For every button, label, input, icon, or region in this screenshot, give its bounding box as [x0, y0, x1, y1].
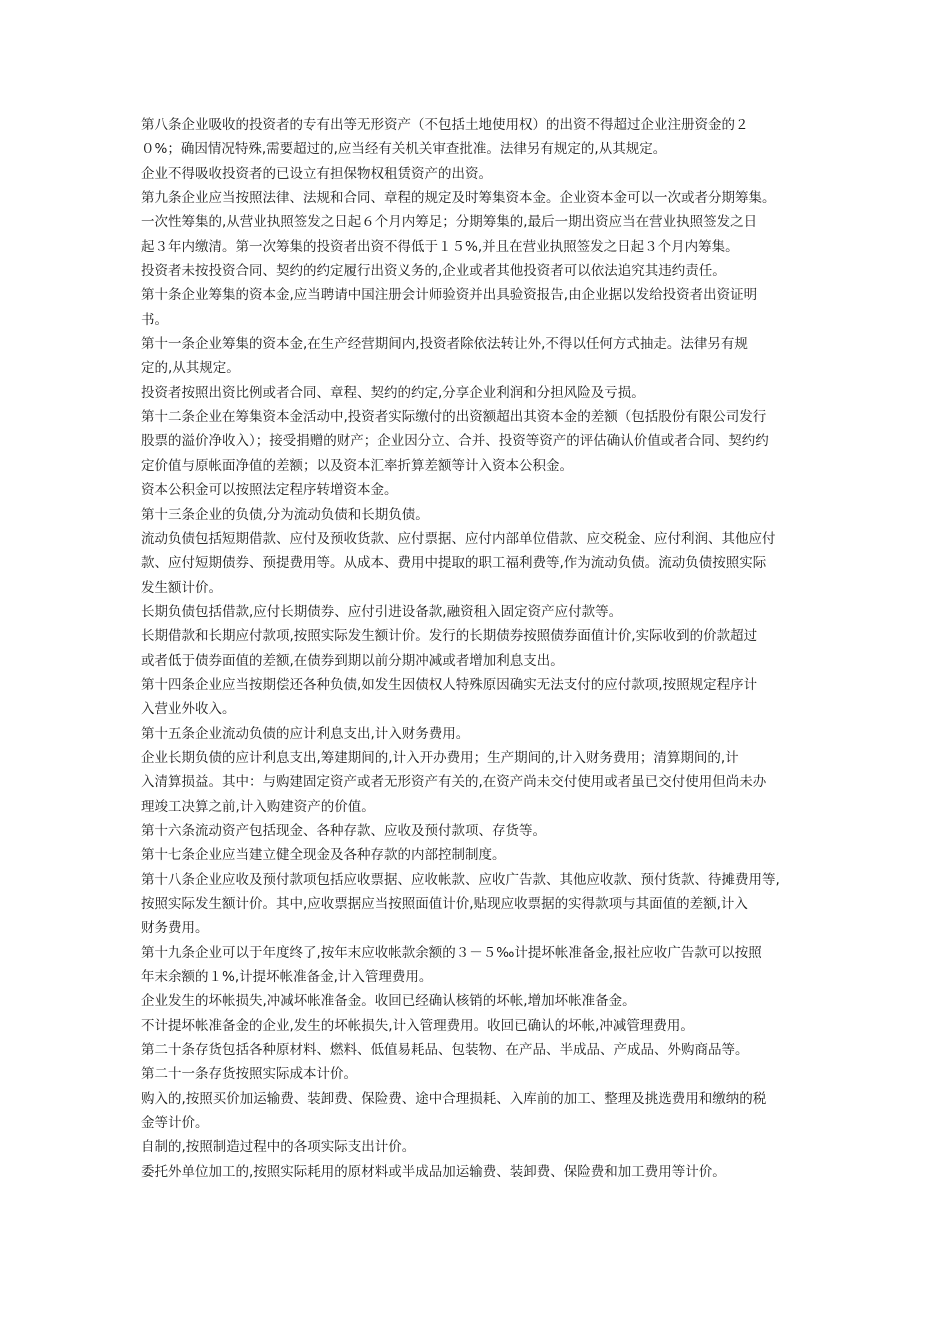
text-line: 财务费用。: [141, 920, 209, 937]
text-line: 第十七条企业应当建立健全现金及各种存款的内部控制制度。: [141, 847, 506, 864]
text-line: 或者低于债券面值的差额,在债券到期以前分期冲减或者增加利息支出。: [141, 652, 564, 669]
text-line: 委托外单位加工的,按照实际耗用的原材料或半成品加运输费、装卸费、保险费和加工费用等计价。: [141, 1163, 726, 1180]
text-line: 按照实际发生额计价。其中,应收票据应当按照面值计价,贴现应收票据的实得款项与其面值的差额,计入: [141, 896, 748, 912]
text-line: 入清算损益。其中：与购建固定资产或者无形资产有关的,在资产尚未交付使用或者虽已交付使用但尚未办: [141, 774, 767, 791]
text-line: 书。: [141, 311, 168, 328]
text-line: 第九条企业应当按照法律、法规和合同、章程的规定及时筹集资本金。企业资本金可以一次或者分期筹集。: [141, 190, 776, 207]
text-line: 金等计价。: [141, 1115, 209, 1132]
text-line: 购入的,按照买价加运输费、装卸费、保险费、途中合理损耗、入库前的加工、整理及挑选费用和缴纳的税: [141, 1090, 767, 1107]
text-line: 第十八条企业应收及预付款项包括应收票据、应收帐款、应收广告款、其他应收款、预付货款、待摊费用等,: [141, 871, 780, 888]
text-line: 款、应付短期债券、预提费用等。从成本、费用中提取的职工福利费等,作为流动负债。流动负债按照实际: [141, 555, 767, 572]
text-line: 发生额计价。: [141, 579, 222, 596]
text-line: 不计提坏帐准备金的企业,发生的坏帐损失,计入管理费用。收回已确认的坏帐,冲减管理费用。: [141, 1017, 694, 1034]
text-line: 企业不得吸收投资者的已设立有担保物权租赁资产的出资。: [141, 165, 492, 182]
text-line: 第十条企业筹集的资本金,应当聘请中国注册会计师验资并出具验资报告,由企业据以发给投资者出资证明: [141, 287, 758, 304]
document-body: [141, 113, 841, 1184]
text-line: 第八条企业吸收的投资者的专有出等无形资产（不包括土地使用权）的出资不得超过企业注册资金的２: [141, 117, 749, 133]
text-line: 第十一条企业筹集的资本金,在生产经营期间内,投资者除依法转让外,不得以任何方式抽走。法律另有规: [141, 336, 748, 353]
text-line: 投资者按照出资比例或者合同、章程、契约的约定,分享企业利润和分担风险及亏损。: [141, 384, 645, 401]
text-line: 资本公积金可以按照法定程序转增资本金。: [141, 482, 398, 499]
text-line: 投资者未按投资合同、契约的约定履行出资义务的,企业或者其他投资者可以依法追究其违约责任。: [141, 263, 726, 280]
text-line: 第十三条企业的负债,分为流动负债和长期负债。: [141, 506, 429, 523]
text-line: 年末余额的１%,计提坏帐准备金,计入管理费用。: [141, 969, 433, 986]
text-line: 股票的溢价净收入）；接受捐赠的财产；企业因分立、合并、投资等资产的评估确认价值或者合同、契约约: [141, 433, 769, 450]
text-line: 自制的,按照制造过程中的各项实际支出计价。: [141, 1139, 416, 1156]
text-line: 定价值与原帐面净值的差额；以及资本汇率折算差额等计入资本公积金。: [141, 457, 573, 474]
text-line: 流动负债包括短期借款、应付及预收货款、应付票据、应付内部单位借款、应交税金、应付利润、其他应付: [141, 530, 776, 547]
text-line: 长期借款和长期应付款项,按照实际发生额计价。发行的长期债券按照债券面值计价,实际收到的价款超过: [141, 628, 758, 645]
text-line: 第十二条企业在筹集资本金活动中,投资者实际缴付的出资额超出其资本金的差额（包括股份有限公司发行: [141, 409, 767, 426]
text-line: 第十九条企业可以于年度终了,按年末应收帐款余额的３－５‰计提坏帐准备金,报社应收广告款可以按照: [141, 944, 762, 961]
text-line: 企业发生的坏帐损失,冲减坏帐准备金。收回已经确认核销的坏帐,增加坏帐准备金。: [141, 993, 636, 1010]
text-line: 理竣工决算之前,计入购建资产的价值。: [141, 798, 375, 815]
text-line: 第二十一条存货按照实际成本计价。: [141, 1066, 357, 1083]
text-line: 入营业外收入。: [141, 701, 236, 718]
text-line: 起３年内缴清。第一次筹集的投资者出资不得低于１５%,并且在营业执照签发之日起３个月内筹集。: [141, 238, 739, 255]
text-line: 第十六条流动资产包括现金、各种存款、应收及预付款项、存货等。: [141, 822, 546, 839]
text-line: 定的,从其规定。: [141, 360, 240, 377]
text-line: 第十四条企业应当按期偿还各种负债,如发生因债权人特殊原因确实无法支付的应付款项,按照规定程序计: [141, 676, 758, 693]
text-line: 第十五条企业流动负债的应计利息支出,计入财务费用。: [141, 725, 470, 742]
text-line: 长期负债包括借款,应付长期债券、应付引进设备款,融资租入固定资产应付款等。: [141, 603, 623, 620]
text-line: 一次性筹集的,从营业执照签发之日起６个月内筹足；分期筹集的,最后一期出资应当在营业执照签发之日: [141, 214, 758, 231]
text-line: ０%；确因情况特殊,需要超过的,应当经有关机关审查批准。法律另有规定的,从其规定。: [141, 141, 667, 158]
text-line: 企业长期负债的应计利息支出,筹建期间的,计入开办费用；生产期间的,计入财务费用；清算期间的,计: [141, 749, 739, 766]
text-line: 第二十条存货包括各种原材料、燃料、低值易耗品、包装物、在产品、半成品、产成品、外购商品等。: [141, 1042, 749, 1059]
